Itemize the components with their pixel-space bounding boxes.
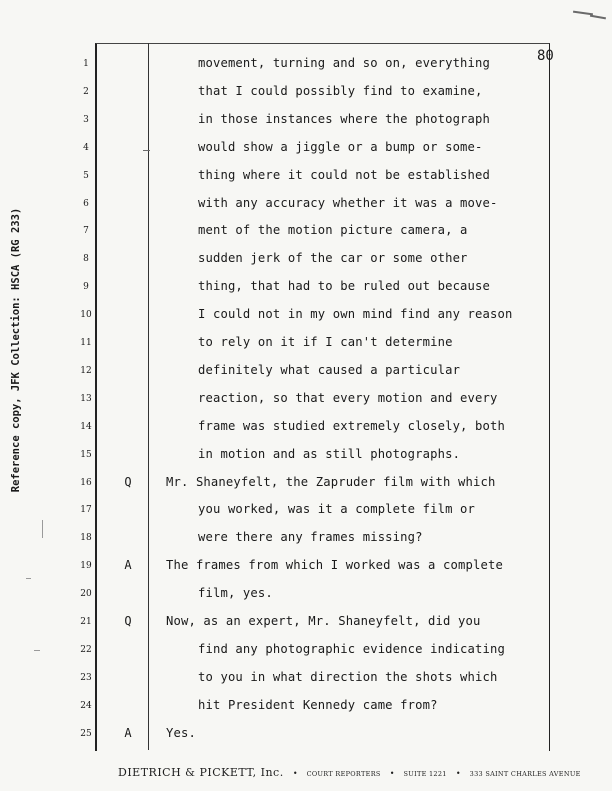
speaker-label: A <box>124 558 132 573</box>
transcript-line: you worked, was it a complete film or <box>198 502 476 517</box>
line-number: 6 <box>83 198 89 209</box>
transcript-line: definitely what caused a particular <box>198 362 461 377</box>
transcript-line: would show a jiggle or a bump or some- <box>198 139 483 154</box>
footer-firm: DIETRICH & PICKETT, Inc. <box>118 766 284 779</box>
line-number: 21 <box>80 617 92 627</box>
transcript-line: film, yes. <box>198 586 273 601</box>
scan-mark <box>34 650 40 651</box>
transcript-line: were there any frames missing? <box>198 530 423 545</box>
transcript-line: frame was studied extremely closely, both <box>198 418 505 433</box>
scan-mark <box>143 150 150 151</box>
line-number: 5 <box>83 170 89 181</box>
line-number: 13 <box>80 393 92 404</box>
reference-sidebar <box>2 160 30 540</box>
reference-note: Reference copy, JFK Collection: HSCA (RG 233) <box>10 207 23 493</box>
footer-suite: SUITE 1221 <box>403 770 447 778</box>
footer-bullet-2: • <box>389 769 395 778</box>
transcript-line: that I could possibly find to examine, <box>198 83 483 98</box>
line-number: 24 <box>80 700 92 711</box>
line-number: 11 <box>80 338 92 348</box>
scan-mark <box>590 15 606 19</box>
footer-bullet-1: • <box>292 769 298 778</box>
transcript-line: sudden jerk of the car or some other <box>198 251 468 266</box>
transcript-line: thing, that had to be ruled out because <box>198 279 491 294</box>
transcript-line: Now, as an expert, Mr. Shaneyfelt, did you <box>166 614 481 628</box>
transcript-line: in motion and as still photographs. <box>198 446 461 461</box>
line-number: 4 <box>83 142 89 153</box>
line-number: 22 <box>80 644 92 655</box>
line-number: 15 <box>80 449 92 460</box>
page-number: 80 <box>537 48 554 64</box>
line-number: 1 <box>83 59 89 69</box>
footer-bullet-3: • <box>455 769 461 778</box>
line-number: 16 <box>80 477 92 488</box>
speaker-label: A <box>124 725 132 740</box>
transcript-line: movement, turning and so on, everything <box>198 56 491 70</box>
transcript-line: ment of the motion picture camera, a <box>198 223 468 238</box>
line-number: 9 <box>83 282 89 293</box>
transcript-line: thing where it could not be established <box>198 167 491 182</box>
line-number: 8 <box>83 254 89 265</box>
transcript-line: with any accuracy whether it was a move- <box>198 195 498 210</box>
transcript-line: Mr. Shaneyfelt, the Zapruder film with which <box>166 474 496 489</box>
line-number: 17 <box>80 505 92 516</box>
footer-service: COURT REPORTERS <box>306 770 381 778</box>
transcript-line: reaction, so that every motion and every <box>198 390 498 405</box>
transcript-line: The frames from which I worked was a complete <box>166 558 503 573</box>
footer <box>118 761 581 780</box>
footer-address: 333 SAINT CHARLES AVENUE <box>469 770 581 778</box>
transcript-line: I could not in my own mind find any reason <box>198 307 513 322</box>
transcript-line: hit President Kennedy came from? <box>198 697 438 712</box>
transcript-line: to rely on it if I can't determine <box>198 335 453 349</box>
line-number: 3 <box>83 114 89 125</box>
scan-mark <box>26 578 31 579</box>
scan-mark <box>42 520 43 538</box>
transcript-line: Yes. <box>166 725 196 740</box>
line-number: 23 <box>80 672 92 683</box>
line-number: 18 <box>80 533 92 544</box>
speaker-label: Q <box>124 614 132 628</box>
transcript-line: to you in what direction the shots which <box>198 669 498 684</box>
line-number: 7 <box>83 226 89 237</box>
speaker-label: Q <box>124 474 132 489</box>
line-number: 2 <box>83 86 89 97</box>
line-number: 19 <box>80 561 92 572</box>
line-number: 25 <box>80 728 92 739</box>
transcript-line: find any photographic evidence indicating <box>198 641 505 656</box>
transcript-line: in those instances where the photograph <box>198 111 491 126</box>
line-number: 12 <box>80 365 92 376</box>
line-number: 10 <box>80 310 92 321</box>
line-number: 14 <box>80 421 92 432</box>
line-number: 20 <box>80 589 92 600</box>
